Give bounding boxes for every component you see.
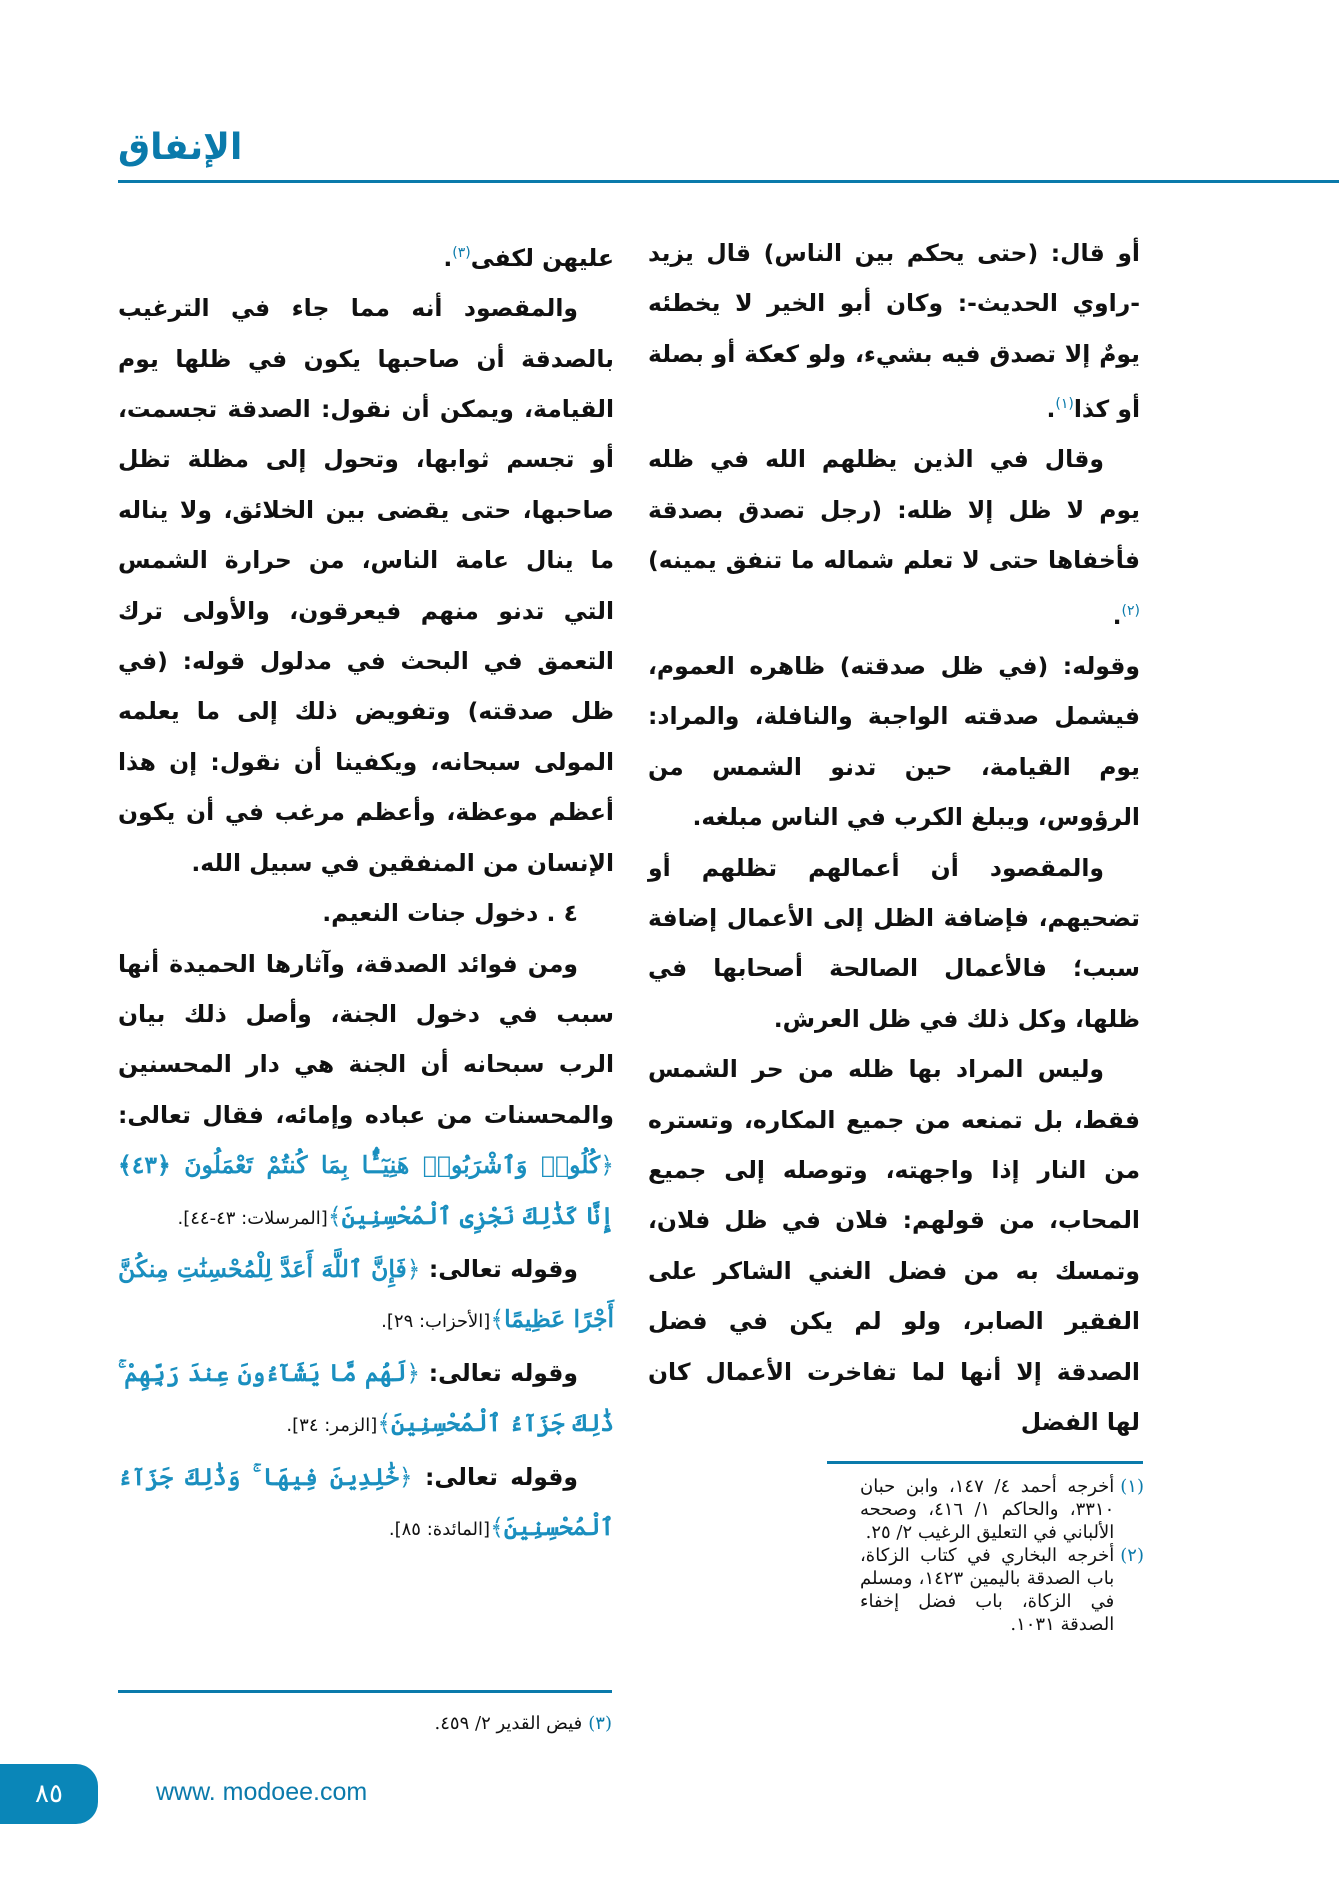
verse-reference: [الأحزاب: ٢٩]. xyxy=(381,1311,491,1333)
punctuation: . xyxy=(443,243,453,272)
header-divider xyxy=(118,180,1339,183)
quran-verse: خَٰلِدِينَ فِيهَا ۚ وَذَٰلِكَ جَزَآءُ ٱلْمُحْسِنِينَ xyxy=(118,1462,614,1541)
paragraph: والمقصود أن أعمالهم تظلهم أو تضحيهم، فإضافة الظل إلى الأعمال إضافة سبب؛ فالأعمال الصالحة أصحابها في ظلها، وكل ذلك في ظل العرش. xyxy=(648,853,1140,1033)
quran-verse: فَإِنَّ ٱللَّهَ أَعَدَّ لِلْمُحْسِنَٰتِ مِنكُنَّ أَجْرًا عَظِيمًا xyxy=(118,1254,614,1334)
ornament-close-icon: ﴾ xyxy=(327,1201,342,1230)
ornament-close-icon: ﴾ xyxy=(490,1512,504,1541)
paragraph xyxy=(118,939,614,1244)
paragraph: والمقصود أنه مما جاء في الترغيب بالصدقة أن صاحبها يكون في ظلها يوم القيامة، ويمكن أن نقول: الصدقة تجسمت، أو تجسم ثوابها، وتحول إلى مظلة تظل صاحبها، حتى يقضى بين الخلائق، ولا يناله ما ينال عامة الناس، من حرارة الشمس التي تدنو منهم فيعرقون، والأولى ترك التعمق في البحث في مدلول قوله: (في ظل صدقته) وتفويض ذلك إلى ما يعلمه المولى سبحانه، ويكفينا أن نقول: إن هذا أعظم موعظة، وأعظم مرغب في أن يكون الإنسان من المنفقين في سبيل الله. xyxy=(118,294,614,877)
paragraph: وقوله: (في ظل صدقته) ظاهره العموم، فيشمل صدقته الواجبة والنافلة، والمراد: يوم القيامة، حين تدنو الشمس من الرؤوس، ويبلغ الكرب في الناس مبلغه. xyxy=(648,651,1140,832)
website-link[interactable]: www. modoee.com xyxy=(156,1778,368,1806)
footnote-number: (١) xyxy=(1120,1476,1144,1497)
quran-verse: لَهُم مَّا يَشَآءُونَ عِندَ رَبِّهِمْ ۚ ذَٰلِكَ جَزَآءُ ٱلْمُحْسِنِينَ xyxy=(118,1358,614,1438)
punctuation: . xyxy=(1112,601,1122,630)
ornament-open-icon: ﴿ xyxy=(406,1254,421,1283)
paragraph-text: ومن فوائد الصدقة، وآثارها الحميدة أنها سبب في دخول الجنة، وأصل ذلك بيان الرب سبحانه أن الجنة هي دار المحسنين والمحسنات من عباده وإمائه، فقال تعالى: xyxy=(118,949,614,1129)
ornament-open-icon: ﴿ xyxy=(600,1151,614,1180)
paragraph-text: عليهن لكفى xyxy=(470,243,614,272)
right-column xyxy=(648,228,1140,1447)
quran-verse: كُلُوا۟ وَٱشْرَبُوا۟ هَنِيٓـًٔۢا بِمَا كُنتُمْ تَعْمَلُونَ ﴿٤٣﴾ إِنَّا كَذَٰلِكَ نَجْزِى ٱلْمُحْسِنِينَ xyxy=(118,1151,614,1230)
footnote-ref[interactable]: (٢) xyxy=(1121,602,1140,619)
left-column xyxy=(118,228,614,1555)
footnote-text: فيض القدير ٢/ ٤٥٩. xyxy=(434,1713,583,1734)
paragraph-text: وقوله تعالى: xyxy=(428,1254,578,1283)
paragraph xyxy=(118,1244,614,1348)
paragraph xyxy=(118,1348,614,1452)
chapter-title: الإنفاق xyxy=(118,127,243,168)
footnote-text: أخرجه البخاري في كتاب الزكاة، باب الصدقة باليمين ١٤٢٣، ومسلم في الزكاة، باب فضل إخفاء الصدقة ١٠٣١. xyxy=(860,1545,1115,1635)
footnote-number: (٣) xyxy=(588,1713,612,1734)
footnote-ref[interactable]: (٣) xyxy=(452,245,471,261)
footnotes-left xyxy=(118,1712,612,1735)
footnote-number: (٢) xyxy=(1120,1545,1144,1566)
footnote xyxy=(860,1475,1144,1544)
paragraph xyxy=(118,228,614,283)
paragraph-text: أو قال: (حتى يحكم بين الناس) قال يزيد -راوي الحديث-: وكان أبو الخير لا يخطئه يومٌ إلا تصدق فيه بشيء، ولو كعكة أو بصلة أو كذا xyxy=(648,239,1140,424)
footnote-ref[interactable]: (١) xyxy=(1055,396,1074,413)
ornament-close-icon: ﴾ xyxy=(377,1409,392,1438)
footnote-divider xyxy=(827,1461,1143,1464)
paragraph-text: وقوله تعالى: xyxy=(425,1462,578,1491)
paragraph xyxy=(648,228,1140,434)
paragraph xyxy=(648,434,1140,640)
footnote xyxy=(860,1544,1144,1636)
footnote xyxy=(118,1712,612,1735)
page-number: ٨٥ xyxy=(35,1779,63,1809)
paragraph xyxy=(118,1452,614,1556)
section-heading: ٤ . دخول جنات النعيم. xyxy=(322,899,578,928)
paragraph-text: وقال في الذين يظلهم الله في ظله يوم لا ظل إلا ظله: (رجل تصدق بصدقة فأخفاها حتى لا تعلم شماله ما تنفق يمينه) xyxy=(648,445,1140,575)
ornament-close-icon: ﴾ xyxy=(490,1305,505,1334)
ornament-open-icon: ﴿ xyxy=(406,1358,421,1387)
paragraph-text: وقوله تعالى: xyxy=(428,1358,579,1387)
paragraph: وليس المراد بها ظله من حر الشمس فقط، بل تمنعه من جميع المكاره، وتستره من النار إذا واجهته، وتوصله إلى جميع المحاب، من قولهم: فلان في ظل فلان، وتمسك به من فضل الغني الشاكر على الفقير الصابر، ولو لم يكن في فضل الصدقة إلا أنها لما تفاخرت الأعمال كان لها الفضل xyxy=(648,1055,1140,1436)
verse-reference: [المائدة: ٨٥]. xyxy=(388,1518,491,1540)
verse-reference: [المرسلات: ٤٣-٤٤]. xyxy=(177,1207,328,1229)
page-number-badge xyxy=(0,1764,98,1824)
footnote-text: أخرجه أحمد ٤/ ١٤٧، وابن حبان ٣٣١٠، والحاكم ١/ ٤١٦، وصححه الألباني في التعليق الرغيب ٢/ ٢٥. xyxy=(860,1476,1115,1543)
ornament-open-icon: ﴿ xyxy=(398,1462,413,1491)
verse-reference: [الزمر: ٣٤]. xyxy=(286,1415,378,1437)
footnotes-right xyxy=(860,1475,1144,1636)
footnote-divider xyxy=(118,1690,612,1693)
punctuation: . xyxy=(1046,395,1056,424)
